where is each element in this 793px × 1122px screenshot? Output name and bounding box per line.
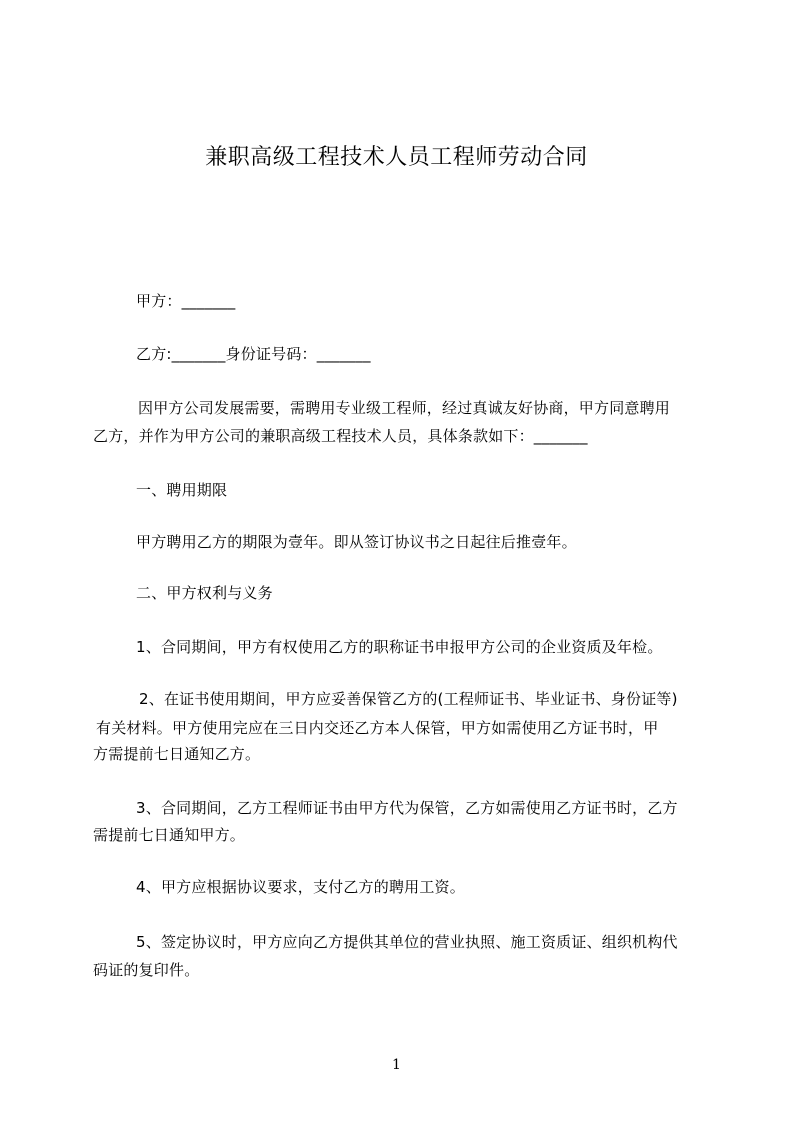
intro-line-2: 乙方，并作为甲方公司的兼职高级工程技术人员，具体条款如下：_______ bbox=[93, 427, 588, 445]
clause-5-line-2: 码证的复印件。 bbox=[93, 961, 200, 979]
party-a-line: 甲方：_______ bbox=[136, 292, 236, 310]
section1-heading: 一、聘用期限 bbox=[136, 481, 228, 499]
clause-3-line-2: 需提前七日通知甲方。 bbox=[93, 826, 246, 844]
section1-text: 甲方聘用乙方的期限为壹年。即从签订协议书之日起往后推壹年。 bbox=[136, 533, 577, 551]
section2-heading: 二、甲方权利与义务 bbox=[136, 584, 273, 602]
clause-2-line-2: 有关材料。甲方使用完应在三日内交还乙方本人保管，甲方如需使用乙方证书时，甲 bbox=[96, 719, 659, 737]
party-b-line: 乙方:_______身份证号码：_______ bbox=[136, 345, 371, 363]
page-number: 1 bbox=[392, 1057, 401, 1073]
clause-4: 4、甲方应根据协议要求，支付乙方的聘用工资。 bbox=[136, 878, 465, 896]
clause-5-line-1: 5、签定协议时，甲方应向乙方提供其单位的营业执照、施工资质证、组织机构代 bbox=[136, 933, 678, 951]
intro-line-1: 因甲方公司发展需要，需聘用专业级工程师，经过真诚友好协商，甲方同意聘用 bbox=[138, 399, 671, 417]
document-title: 兼职高级工程技术人员工程师劳动合同 bbox=[205, 145, 588, 170]
clause-3-line-1: 3、合同期间，乙方工程师证书由甲方代为保管，乙方如需使用乙方证书时，乙方 bbox=[136, 799, 678, 817]
clause-2-line-1: 2、在证书使用期间，甲方应妥善保管乙方的(工程师证书、毕业证书、身份证等) bbox=[139, 690, 678, 708]
clause-2-line-3: 方需提前七日通知乙方。 bbox=[93, 745, 261, 763]
clause-1: 1、合同期间，甲方有权使用乙方的职称证书申报甲方公司的企业资质及年检。 bbox=[136, 638, 663, 656]
